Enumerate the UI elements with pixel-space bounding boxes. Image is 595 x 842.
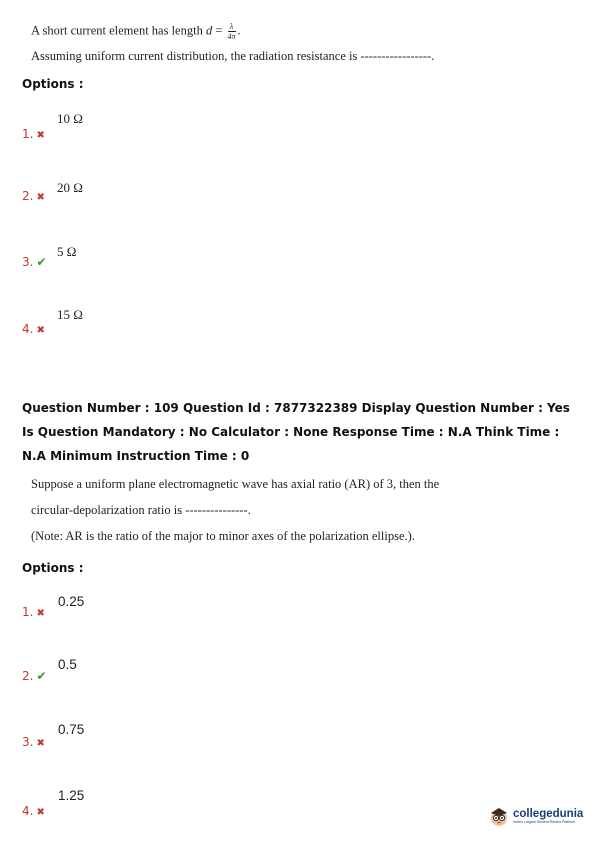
q2-option-1-number: 1. [22, 605, 34, 619]
q1-fraction-numerator: λ [228, 22, 236, 32]
q2-option-3-number: 3. [22, 735, 34, 749]
q2-options-label: Options : [22, 561, 84, 575]
q1-options-label: Options : [22, 77, 84, 91]
q1-option-3[interactable] [22, 251, 47, 270]
q2-option-1-value: 0.25 [58, 594, 85, 609]
q1-option-4-number: 4. [22, 322, 34, 336]
collegedunia-logo [488, 805, 583, 827]
question-2-line-3: (Note: AR is the ratio of the major to minor axes of the polarization ellipse.). [31, 529, 415, 543]
q1-option-2-number: 2. [22, 189, 34, 203]
q1-fraction-denominator: 4π [227, 32, 236, 41]
question-2-line-1: Suppose a uniform plane electromagnetic wave has axial ratio (AR) of 3, then the [31, 477, 440, 491]
q2-option-4-number: 4. [22, 804, 34, 818]
q1-option-3-value: 5 Ω [57, 244, 77, 259]
q1-equals: = [215, 23, 223, 38]
owl-mascot-icon [488, 805, 510, 827]
logo-tagline: India's Largest Student Review Platform [513, 819, 576, 824]
q1-option-2-value: 20 Ω [57, 180, 83, 195]
q1-fraction [228, 22, 236, 41]
question-1-line-2: Assuming uniform current distribution, the radiation resistance is -----------------. [31, 49, 435, 63]
q1-line1-prefix: A short current element has length [31, 23, 203, 38]
question-2-line-2: circular-depolarization ratio is ---------------. [31, 503, 251, 517]
cross-icon: ✖ [36, 738, 45, 749]
q1-option-1-value: 10 Ω [57, 111, 83, 126]
question-1-line-1 [31, 22, 241, 41]
q2-option-4[interactable] [22, 800, 45, 819]
cross-icon: ✖ [36, 192, 45, 203]
q2-option-2-value: 0.5 [58, 657, 77, 672]
q2-option-1[interactable] [22, 601, 45, 620]
q1-option-1-number: 1. [22, 127, 34, 141]
q2-meta-info: Question Number : 109 Question Id : 7877322389 Display Question Number : Yes Is Question Mandatory : No Calculator : None Response Time : N.A Think Time : N.A Minimum Instruction Time : 0 [22, 401, 570, 463]
q2-option-3-value: 0.75 [58, 722, 85, 737]
q1-line1-suffix: . [237, 23, 241, 38]
cross-icon: ✖ [36, 325, 45, 336]
cross-icon: ✖ [36, 608, 45, 619]
q2-option-2[interactable] [22, 665, 47, 684]
q2-option-4-value: 1.25 [58, 788, 85, 803]
q2-option-3[interactable] [22, 731, 45, 750]
check-icon: ✔ [36, 255, 47, 269]
cross-icon: ✖ [36, 130, 45, 141]
logo-wordmark: collegedunia [513, 807, 584, 820]
q1-option-2[interactable] [22, 185, 45, 204]
check-icon: ✔ [36, 669, 47, 683]
q1-option-4-value: 15 Ω [57, 307, 83, 322]
q2-option-2-number: 2. [22, 669, 34, 683]
q1-option-4[interactable] [22, 318, 45, 337]
q1-var-d: d [205, 23, 213, 38]
q1-option-3-number: 3. [22, 255, 34, 269]
q1-option-1[interactable] [22, 123, 45, 142]
cross-icon: ✖ [36, 807, 45, 818]
